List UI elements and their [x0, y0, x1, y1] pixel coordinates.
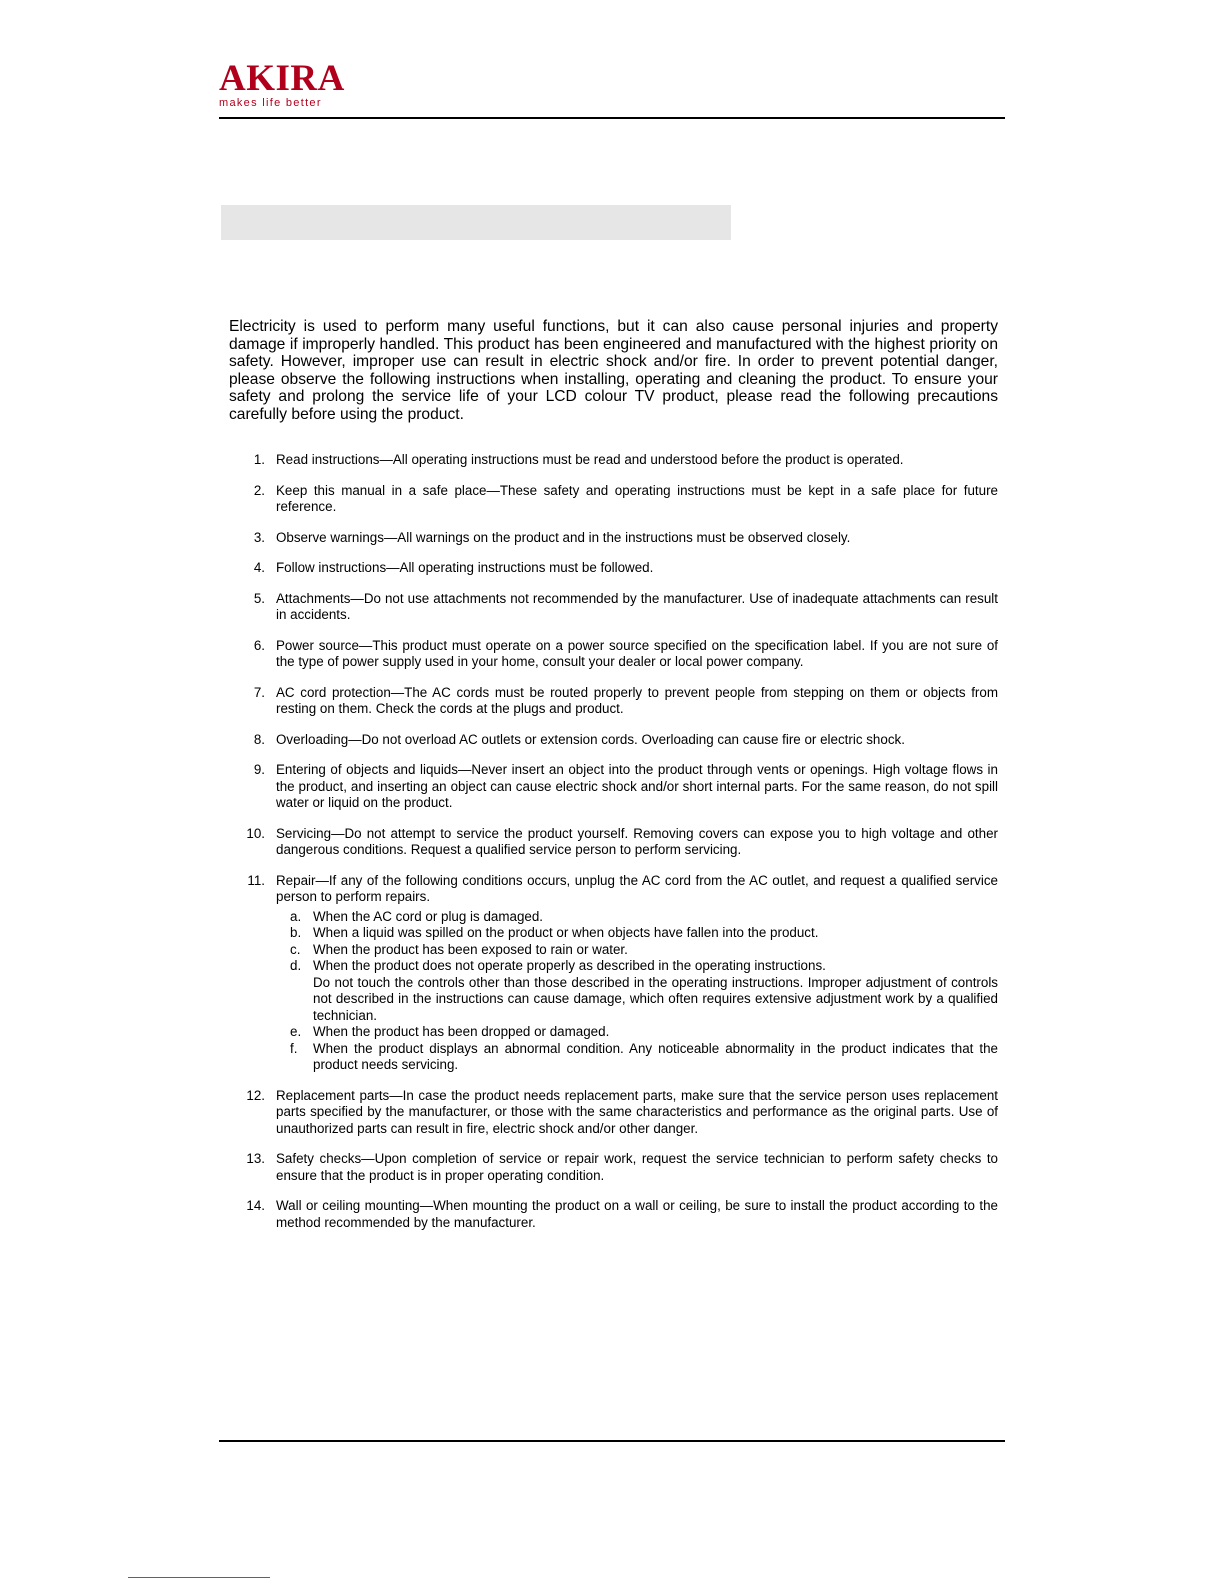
- item-number: 14.: [246, 1198, 265, 1213]
- logo-tagline: makes life better: [219, 97, 322, 109]
- item-number: 9.: [253, 762, 265, 777]
- repair-conditions-list: [276, 909, 998, 1074]
- sub-list-item: [276, 958, 998, 1024]
- item-text: Replacement parts—In case the product needs replacement parts, make sure that the service person uses replacement parts specified by the manufacturer, or those with the same characteristics and performance as the original parts. Use of unauthorized parts can result in fire, electric shock and/or other danger.: [276, 1087, 998, 1136]
- intro-paragraph: Electricity is used to perform many useful functions, but it can also cause personal injuries and property damage if improperly handled. This product has been engineered and manufactured with the highest priority on safety. However, improper use can result in electric shock and/or fire. In order to prevent potential danger, please observe the following instructions when installing, operating and cleaning the product. To ensure your safety and prolong the service life of your LCD colour TV product, please read the following precautions carefully before using the product.: [229, 318, 998, 423]
- item-text: Safety checks—Upon completion of service or repair work, request the service technician to perform safety checks to ensure that the product is in proper operating condition.: [276, 1151, 998, 1183]
- sub-item-letter: c.: [290, 941, 301, 957]
- item-number: 4.: [253, 560, 265, 575]
- list-item: [229, 685, 998, 718]
- list-item: [229, 762, 998, 812]
- list-item: [229, 591, 998, 624]
- item-text: Follow instructions—All operating instructions must be followed.: [276, 560, 654, 575]
- item-number: 12.: [246, 1087, 265, 1103]
- sub-list-item: [276, 942, 998, 959]
- sub-item-letter: d.: [290, 958, 302, 973]
- list-item: [229, 1088, 998, 1138]
- item-number: 6.: [253, 637, 265, 653]
- list-item: [229, 452, 998, 469]
- sub-item-text: When the product displays an abnormal condition. Any noticeable abnormality in the product indicates that the product needs servicing.: [313, 1040, 998, 1072]
- item-text: Attachments—Do not use attachments not recommended by the manufacturer. Use of inadequate attachments can result in accidents.: [276, 590, 998, 622]
- sub-list-item: [276, 925, 998, 942]
- list-item: [229, 483, 998, 516]
- list-item: [229, 1198, 998, 1231]
- sub-item-letter: e.: [290, 1024, 302, 1039]
- sub-item-text: When a liquid was spilled on the product or when objects have fallen into the product.: [313, 925, 819, 940]
- sub-list-item: [276, 1024, 998, 1041]
- sub-item-letter: f.: [290, 1040, 298, 1056]
- item-text: Wall or ceiling mounting—When mounting the product on a wall or ceiling, be sure to install the product according to the method recommended by the manufacturer.: [276, 1198, 998, 1230]
- footer-rule: [219, 1440, 1005, 1442]
- precautions-list: [229, 452, 998, 1231]
- item-number: 13.: [246, 1151, 265, 1166]
- akira-logo: [219, 58, 345, 109]
- list-item: [229, 530, 998, 547]
- item-text: Repair—If any of the following conditions occurs, unplug the AC cord from the AC outlet, and request a qualified service person to perform repairs.: [276, 872, 998, 904]
- sub-item-note: Do not touch the controls other than those described in the operating instructions. Improper adjustment of controls not described in the instructions can cause damage, which often requires extensive adjustment work by a qualified technician.: [313, 974, 998, 1023]
- item-text: Overloading—Do not overload AC outlets or extension cords. Overloading can cause fire or electric shock.: [276, 731, 905, 747]
- sub-list-item: [276, 909, 998, 926]
- sub-item-text: When the product has been exposed to rain or water.: [313, 941, 628, 957]
- section-title-bar: [221, 205, 731, 240]
- sub-list-item: [276, 1041, 998, 1074]
- item-text: Observe warnings—All warnings on the product and in the instructions must be observed closely.: [276, 529, 851, 545]
- item-number: 11.: [247, 872, 265, 888]
- item-text: Servicing—Do not attempt to service the product yourself. Removing covers can expose you to high voltage and other dangerous conditions. Request a qualified service person to perform servicing.: [276, 825, 998, 857]
- list-item: [229, 638, 998, 671]
- sub-item-text: When the product does not operate properly as described in the operating instructions.: [313, 958, 826, 973]
- item-number: 5.: [253, 590, 265, 606]
- sub-item-text: When the AC cord or plug is damaged.: [313, 908, 544, 924]
- list-item: [229, 560, 998, 577]
- header-rule: [219, 117, 1005, 119]
- item-text: Keep this manual in a safe place—These safety and operating instructions must be kept in a safe place for future reference.: [276, 482, 998, 514]
- item-text: AC cord protection—The AC cords must be routed properly to prevent people from stepping on them or objects from resting on them. Check the cords at the plugs and product.: [276, 684, 998, 716]
- item-number: 3.: [253, 529, 265, 545]
- list-item: [229, 1151, 998, 1184]
- item-text: Power source—This product must operate on a power source specified on the specification label. If you are not sure of the type of power supply used in your home, consult your dealer or local power company.: [276, 637, 998, 669]
- item-number: 7.: [253, 684, 265, 700]
- item-text: Entering of objects and liquids—Never insert an object into the product through vents or openings. High voltage flows in the product, and inserting an object can cause electric shock and/or short internal parts. For the same reason, do not spill water or liquid on the product.: [276, 762, 998, 810]
- sub-item-letter: a.: [290, 908, 302, 924]
- item-number: 10.: [246, 825, 265, 841]
- list-item: [229, 732, 998, 749]
- item-number: 8.: [253, 731, 265, 747]
- item-text: Read instructions—All operating instructions must be read and understood before the product is operated.: [276, 452, 904, 467]
- item-number: 1.: [253, 452, 265, 467]
- sub-item-text: When the product has been dropped or damaged.: [313, 1024, 610, 1039]
- logo-wordmark: AKIRA: [219, 58, 345, 99]
- footer-link-underline: [128, 1577, 270, 1578]
- item-number: 2.: [253, 482, 265, 498]
- sub-item-letter: b.: [290, 925, 302, 940]
- list-item: [229, 826, 998, 859]
- list-item: [229, 873, 998, 1074]
